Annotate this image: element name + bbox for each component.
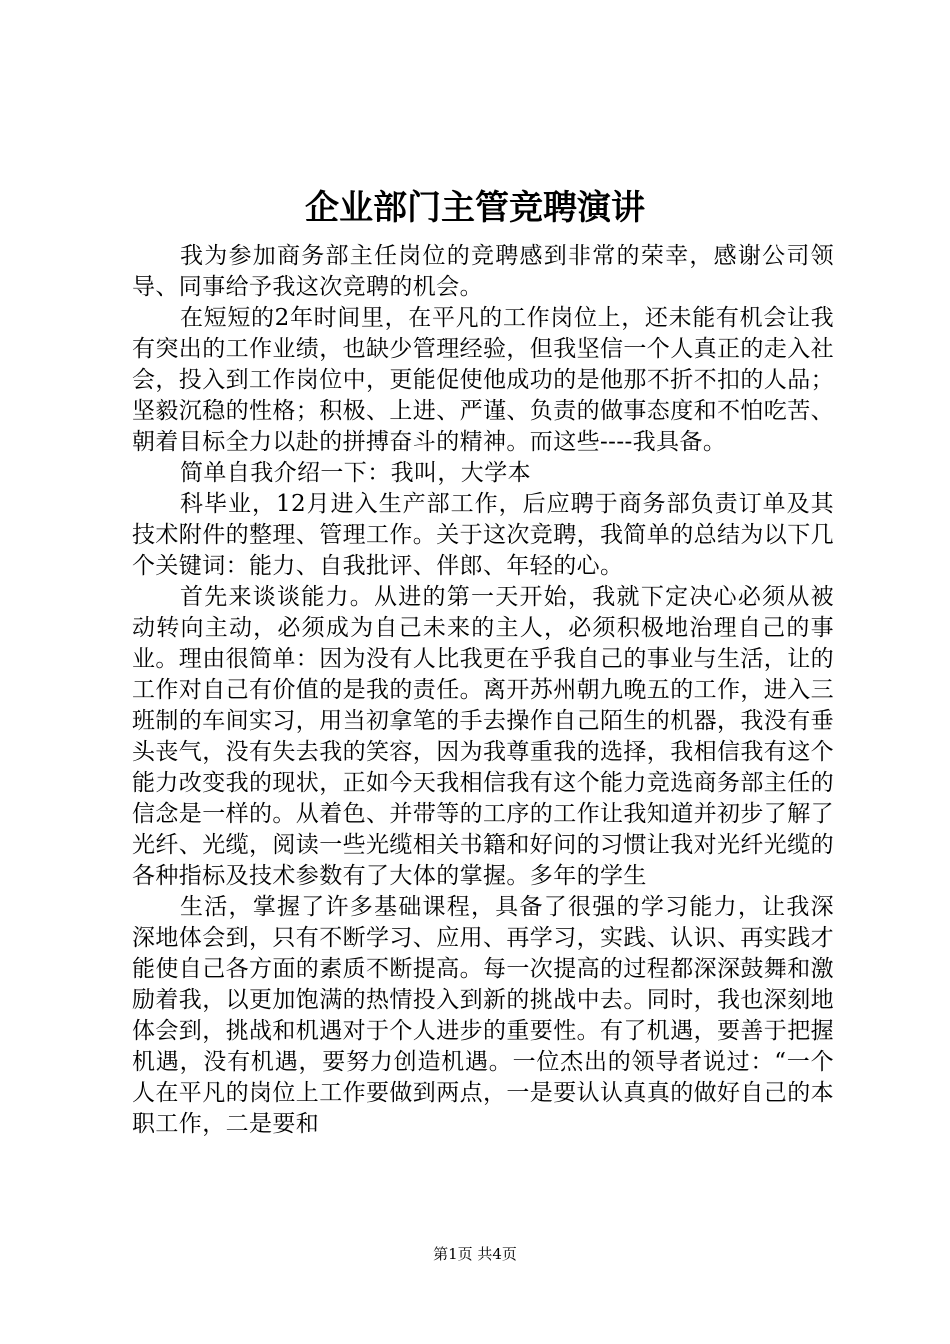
paragraph: 生活，掌握了许多基础课程，具备了很强的学习能力，让我深深地体会到，只有不断学习、应用、再学习，实践、认识、再实践才能使自己各方面的素质不断提高。每一次提高的过程都深深鼓舞和激励着我，以更加饱满的热情投入到新的挑战中去。同时，我也深刻地体会到，挑战和机遇对于个人进步的重要性。有了机遇，要善于把握机遇，没有机遇，要努力创造机遇。一位杰出的领导者说过：“一个人在平凡的岗位上工作要做到两点，一是要认认真真的做好自己的本职工作，二是要和 bbox=[132, 894, 834, 1137]
paragraph: 科毕业，12月进入生产部工作，后应聘于商务部负责订单及其技术附件的整理、管理工作。关于这次竞聘，我简单的总结为以下几个关键词：能力、自我批评、伴郎、年轻的心。 bbox=[132, 491, 834, 579]
paragraph: 在短短的2年时间里，在平凡的工作岗位上，还未能有机会让我有突出的工作业绩，也缺少管理经验，但我坚信一个人真正的走入社会，投入到工作岗位中，更能促使他成功的是他那不折不扣的人品；坚毅沉稳的性格；积极、上进、严谨、负责的做事态度和不怕吃苦、朝着目标全力以赴的拼搏奋斗的精神。而这些----我具备。 bbox=[132, 305, 834, 455]
paragraph: 简单自我介绍一下：我叫，大学本 bbox=[180, 460, 531, 486]
page-number-footer: 第1页 共4页 bbox=[433, 1245, 517, 1263]
paragraph: 首先来谈谈能力。从进的第一天开始，我就下定决心必须从被动转向主动，必须成为自己未来的主人，必须积极地治理自己的事业。理由很简单：因为没有人比我更在乎我自己的事业与生活，让的工作对自己有价值的是我的责任。离开苏州朝九晚五的工作，进入三班制的车间实习，用当初拿笔的手去操作自己陌生的机器，我没有垂头丧气，没有失去我的笑容，因为我尊重我的选择，我相信我有这个能力改变我的现状，正如今天我相信我有这个能力竞选商务部主任的信念是一样的。从着色、并带等的工序的工作让我知道并初步了解了光纤、光缆，阅读一些光缆相关书籍和好问的习惯让我对光纤光缆的各种指标及技术参数有了大体的掌握。多年的学生 bbox=[132, 584, 834, 889]
page-title: 企业部门主管竞聘演讲 bbox=[305, 188, 645, 228]
paragraph: 我为参加商务部主任岗位的竞聘感到非常的荣幸，感谢公司领导、同事给予我这次竞聘的机会。 bbox=[132, 243, 834, 300]
document-body bbox=[132, 241, 834, 1140]
